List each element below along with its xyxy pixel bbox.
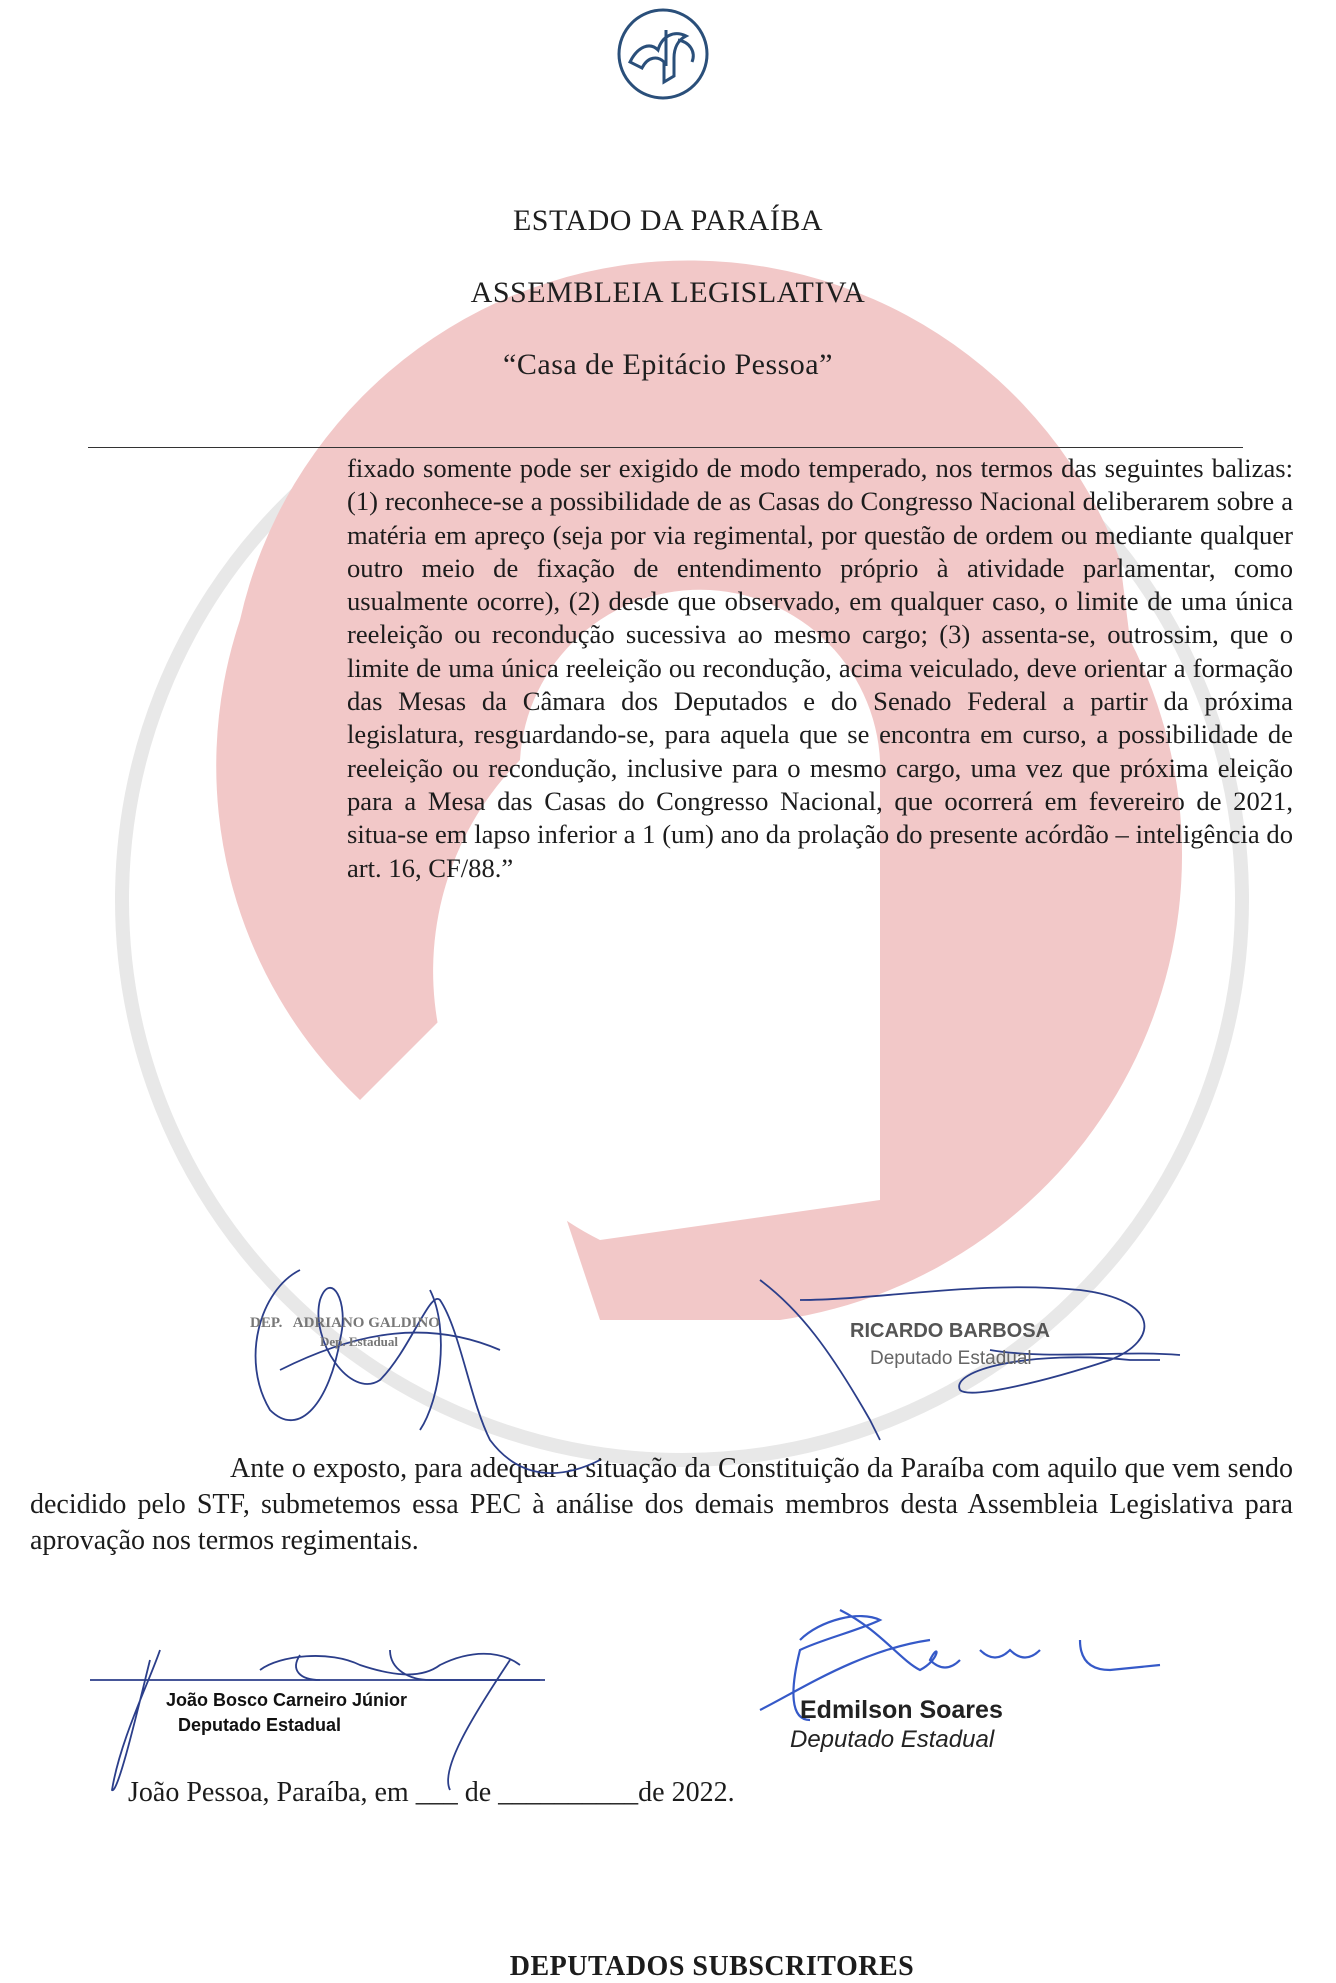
header-state: ESTADO DA PARAÍBA bbox=[512, 204, 824, 237]
signer-ricardo-role: Deputado Estadual bbox=[870, 1348, 1032, 1369]
signer-joao-role: Deputado Estadual bbox=[178, 1715, 342, 1735]
assembly-emblem-icon bbox=[608, 6, 718, 102]
signer-adriano-name: DEP. ADRIANO GALDINO bbox=[250, 1315, 440, 1331]
dateline: João Pessoa, Paraíba, em ___ de __________de 2022. bbox=[128, 1776, 735, 1808]
header-assembly: ASSEMBLEIA LEGISLATIVA bbox=[470, 276, 866, 309]
conclusion-paragraph: Ante o exposto, para adequar a situação da Constituição da Paraíba com aquilo que vem sendo decidido pelo STF, submetemos essa PEC à análise dos demais membros desta Assembleia Legislativa para aprovação nos termos regimentais. bbox=[30, 1452, 1293, 1556]
signer-edmilson-name: Edmilson Soares bbox=[800, 1696, 1003, 1724]
header-motto: “Casa de Epitácio Pessoa” bbox=[503, 348, 833, 381]
header-divider bbox=[88, 447, 1243, 448]
signer-ricardo-name: RICARDO BARBOSA bbox=[850, 1320, 1050, 1342]
signer-edmilson-role: Deputado Estadual bbox=[790, 1726, 995, 1753]
signer-adriano-role: Dep. Estadual bbox=[320, 1334, 399, 1349]
subscribers-heading: DEPUTADOS SUBSCRITORES bbox=[509, 1950, 915, 1982]
signer-joao-name: João Bosco Carneiro Júnior bbox=[166, 1690, 408, 1710]
quoted-decision: fixado somente pode ser exigido de modo temperado, nos termos das seguintes balizas: (1) reconhece-se a possibilidade de as Casas do Congresso Nacional deliberarem sobre a matéria em apreço (seja por via regimental, por questão de ordem ou mediante qualquer outro meio de fixação de entendimento próprio à atividade parlamentar, como usualmente ocorre), (2) desde que observado, em qualquer caso, o limite de uma única reeleição ou recondução sucessiva ao mesmo cargo; (3) assenta-se, outrossim, que o limite de uma única reeleição ou recondução, acima veiculado, deve orientar a formação das Mesas da Câmara dos Deputados e do Senado Federal a partir da próxima legislatura, resguardando-se, para aquela que se encontra em curso, a possibilidade de reeleição ou recondução, inclusive para o mesmo cargo, uma vez que próxima eleição para a Mesa das Casas do Congresso Nacional, que ocorrerá em fevereiro de 2021, situa-se em lapso inferior a 1 (um) ano da prolação do presente acórdão – inteligência do art. 16, CF/88.” bbox=[347, 453, 1293, 883]
